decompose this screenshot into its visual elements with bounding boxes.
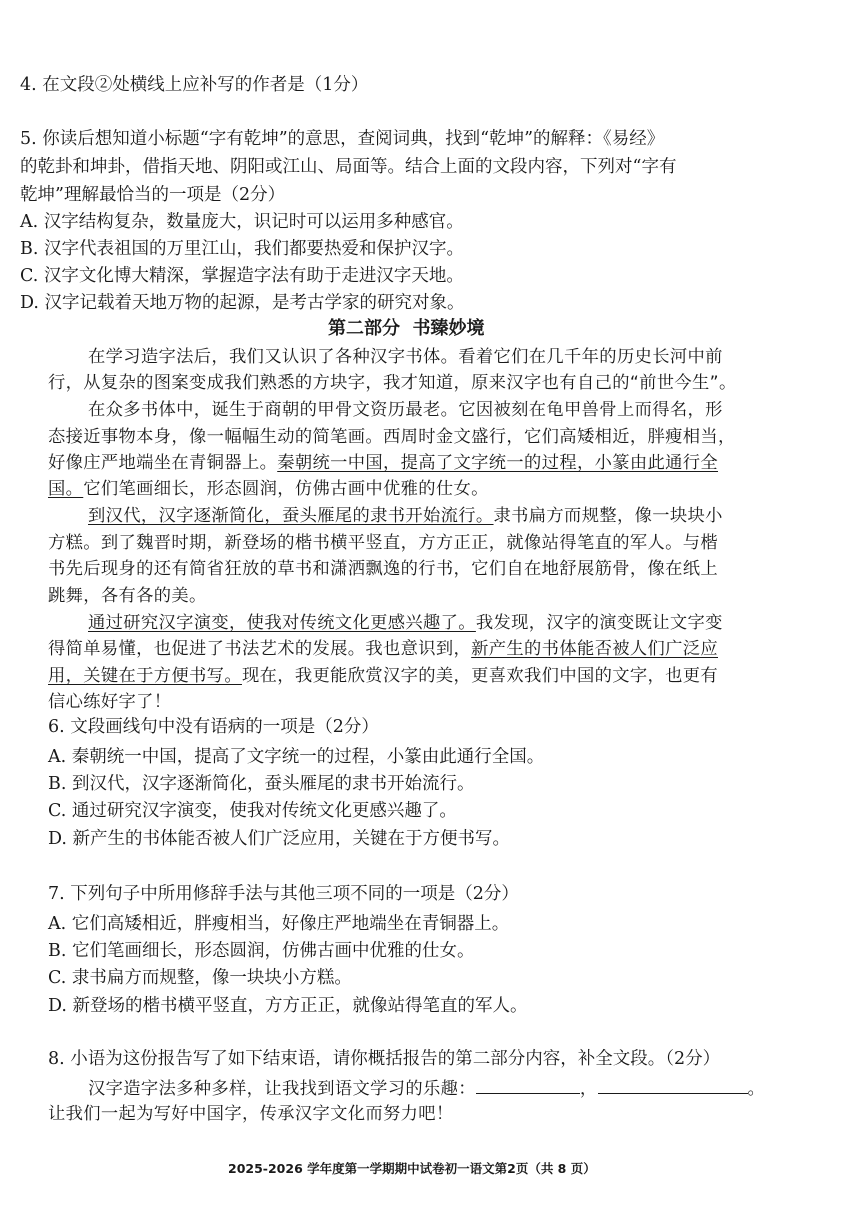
question-7-option-b: B. 它们笔画细长，形态圆润，仿佛古画中优雅的仕女。 <box>48 941 475 961</box>
passage-p4-line-3 <box>48 665 718 687</box>
passage-text: 我发现，汉字的演变既让文字变 <box>475 613 723 633</box>
passage-p2-line-1: 在众多书体中，诞生于商朝的甲骨文资历最老。它因被刻在龟甲兽骨上而得名，形 <box>88 400 723 420</box>
question-5-line-1: 5. 你读后想知道小标题“字有乾坤”的意思，查阅词典，找到“乾坤”的解释：《易经》 <box>20 129 665 149</box>
underlined-sentence-d-end: 用，关键在于方便书写。 <box>48 666 242 686</box>
underlined-sentence-b: 到汉代，汉字逐渐简化，蚕头雁尾的隶书开始流行。 <box>88 506 494 526</box>
passage-text: 它们笔画细长，形态圆润，仿佛古画中优雅的仕女。 <box>83 479 489 499</box>
closing-line-2: 让我们一起为写好中国字，传承汉字文化而努力吧！ <box>48 1104 454 1124</box>
passage-text: 得简单易懂，也促进了书法艺术的发展。我也意识到， <box>48 639 472 659</box>
question-6-option-d: D. 新产生的书体能否被人们广泛应用，关键在于方便书写。 <box>48 829 511 849</box>
passage-p4-line-2 <box>48 638 718 660</box>
question-6-option-b: B. 到汉代，汉字逐渐简化，蚕头雁尾的隶书开始流行。 <box>48 774 475 794</box>
question-6-option-c: C. 通过研究汉字演变，使我对传统文化更感兴趣了。 <box>48 801 457 821</box>
underlined-sentence-a: 秦朝统一中国，提高了文字统一的过程，小篆由此通行全 <box>277 453 719 473</box>
passage-text: 好像庄严地端坐在青铜器上。 <box>48 453 278 473</box>
question-5-option-d: D. 汉字记载着天地万物的起源，是考古学家的研究对象。 <box>20 293 465 313</box>
question-8: 8. 小语为这份报告写了如下结束语，请你概括报告的第二部分内容，补全文段。（2分） <box>48 1049 721 1069</box>
section-heading: 第二部分 书臻妙境 <box>328 318 485 339</box>
question-5-option-b: B. 汉字代表祖国的万里江山，我们都要热爱和保护汉字。 <box>20 239 464 259</box>
passage-p3-line-2: 方糕。到了魏晋时期，新登场的楷书横平竖直，方方正正，就像站得笔直的军人。与楷 <box>48 533 718 553</box>
passage-text: 隶书扁方而规整，像一块块小 <box>493 506 723 526</box>
question-6-option-a: A. 秦朝统一中国，提高了文字统一的过程，小篆由此通行全国。 <box>48 747 545 767</box>
passage-p1-line-2: 行，从复杂的图案变成我们熟悉的方块字，我才知道，原来汉字也有自己的“前世今生”。 <box>48 373 737 393</box>
underlined-sentence-c: 通过研究汉字演变，使我对传统文化更感兴趣了。 <box>88 613 476 633</box>
question-5-line-2: 的乾卦和坤卦，借指天地、阴阳或江山、局面等。结合上面的文段内容，下列对“字有 <box>20 157 677 177</box>
closing-text: 汉字造字法多种多样，让我找到语文学习的乐趣： <box>88 1079 476 1099</box>
passage-text: 现在，我更能欣赏汉字的美，更喜欢我们中国的文字，也更有 <box>241 666 718 686</box>
question-7-option-a: A. 它们高矮相近，胖瘦相当，好像庄严地端坐在青铜器上。 <box>48 914 510 934</box>
passage-p3-line-4: 跳舞，各有各的美。 <box>48 586 207 606</box>
closing-line-1 <box>88 1077 765 1100</box>
answer-blank-2[interactable] <box>598 1077 748 1094</box>
answer-blank-1[interactable] <box>476 1077 580 1094</box>
passage-p3-line-1 <box>88 505 723 527</box>
question-5-option-c: C. 汉字文化博大精深，掌握造字法有助于走进汉字天地。 <box>20 266 464 286</box>
passage-p1-line-1: 在学习造字法后，我们又认识了各种汉字书体。看着它们在几千年的历史长河中前 <box>88 347 723 367</box>
passage-p4-line-4: 信心练好字了！ <box>48 692 172 712</box>
passage-p2-line-4 <box>48 478 489 500</box>
passage-p3-line-3: 书先后现身的还有简省狂放的草书和潇洒飘逸的行书，它们自在地舒展筋骨，像在纸上 <box>48 559 718 579</box>
underlined-sentence-a-end: 国。 <box>48 479 84 499</box>
question-7-option-c: C. 隶书扁方而规整，像一块块小方糕。 <box>48 968 352 988</box>
question-6: 6. 文段画线句中没有语病的一项是（2分） <box>48 717 379 737</box>
passage-p2-line-3 <box>48 452 718 474</box>
page-footer: 2025-2026 学年度第一学期期中试卷初一语文第2页（共 8 页） <box>228 1161 596 1176</box>
question-5-option-a: A. 汉字结构复杂，数量庞大，识记时可以运用多种感官。 <box>20 212 464 232</box>
question-7: 7. 下列句子中所用修辞手法与其他三项不同的一项是（2分） <box>48 884 519 904</box>
question-5-line-3: 乾坤”理解最恰当的一项是（2分） <box>20 185 286 205</box>
passage-p4-line-1 <box>88 612 723 634</box>
closing-separator: ， <box>579 1079 598 1099</box>
underlined-sentence-d: 新产生的书体能否被人们广泛应 <box>471 639 718 659</box>
question-7-option-d: D. 新登场的楷书横平竖直，方方正正，就像站得笔直的军人。 <box>48 996 528 1016</box>
closing-end-punctuation: 。 <box>747 1079 766 1099</box>
passage-p2-line-2: 态接近事物本身，像一幅幅生动的简笔画。西周时金文盛行，它们高矮相近，胖瘦相当， <box>48 427 736 447</box>
question-4: 4. 在文段②处横线上应补写的作者是（1分） <box>20 75 369 95</box>
